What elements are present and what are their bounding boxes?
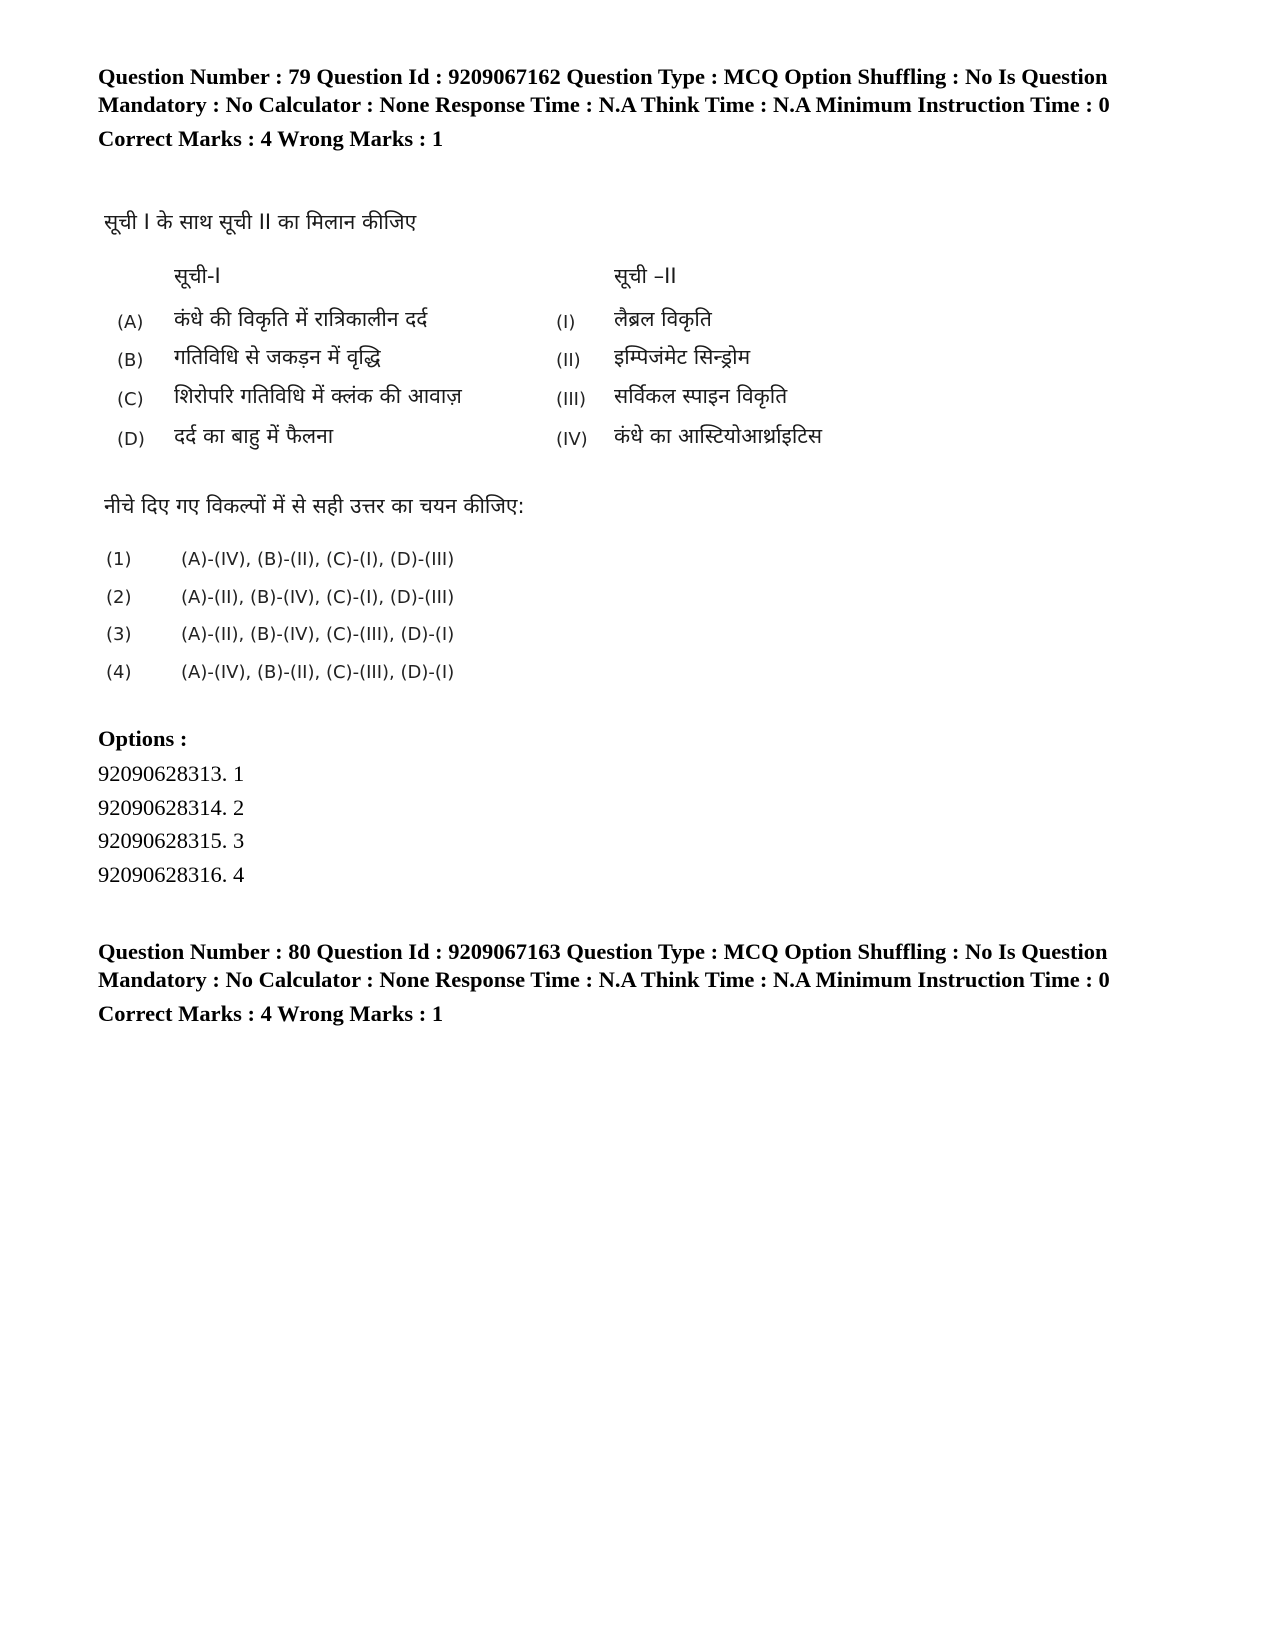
choice-4-text: (A)-(IV), (B)-(II), (C)-(III), (D)-(I) xyxy=(181,662,455,683)
choice-2-text: (A)-(II), (B)-(IV), (C)-(I), (D)-(III) xyxy=(181,587,455,608)
options-heading: Options : xyxy=(98,726,188,751)
row-iv-label: (IV) xyxy=(556,429,588,450)
row-iii-text: सर्विकल स्पाइन विकृति xyxy=(614,384,788,408)
row-a-label: (A) xyxy=(117,312,144,333)
question-80-header xyxy=(98,938,1178,1028)
choice-1-number: (1) xyxy=(106,549,132,570)
row-ii-label: (II) xyxy=(556,350,581,371)
row-a-text: कंधे की विकृति में रात्रिकालीन दर्द xyxy=(174,307,428,331)
choice-4-number: (4) xyxy=(106,662,132,683)
choose-instruction: नीचे दिए गए विकल्पों में से सही उत्तर का चयन कीजिए: xyxy=(104,494,525,518)
row-ii-text: इम्पिजंमेट सिन्ड्रोम xyxy=(614,345,751,369)
row-c-text: शिरोपरि गतिविधि में क्लंक की आवाज़ xyxy=(174,384,462,408)
list-1-heading: सूची-I xyxy=(174,264,221,288)
choice-2-number: (2) xyxy=(106,587,132,608)
question-79-header xyxy=(98,63,1178,153)
match-instruction: सूची I के साथ सूची II का मिलान कीजिए xyxy=(104,210,417,234)
question-79-meta: Question Number : 79 Question Id : 9209067162 Question Type : MCQ Option Shuffling : No Is Question Mandatory : No Calculator : None Response Time : N.A Think Time : N.A Minimum Instruction Time : 0 xyxy=(98,64,1110,117)
question-79-options xyxy=(98,725,244,891)
row-i-text: लैब्रल विकृति xyxy=(614,307,712,331)
question-80-meta: Question Number : 80 Question Id : 9209067163 Question Type : MCQ Option Shuffling : No Is Question Mandatory : No Calculator : None Response Time : N.A Think Time : N.A Minimum Instruction Time : 0 xyxy=(98,939,1110,992)
choice-3-number: (3) xyxy=(106,624,132,645)
question-80-marks: Correct Marks : 4 Wrong Marks : 1 xyxy=(98,1001,444,1026)
list-2-heading: सूची –II xyxy=(614,264,677,288)
option-2: 92090628314. 2 xyxy=(98,794,245,820)
row-b-text: गतिविधि से जकड़न में वृद्धि xyxy=(174,345,381,369)
row-iii-label: (III) xyxy=(556,389,586,410)
row-i-label: (I) xyxy=(556,312,576,333)
row-b-label: (B) xyxy=(117,350,144,371)
question-79-marks: Correct Marks : 4 Wrong Marks : 1 xyxy=(98,126,444,151)
row-c-label: (C) xyxy=(117,389,144,410)
row-d-label: (D) xyxy=(117,429,145,450)
choice-3-text: (A)-(II), (B)-(IV), (C)-(III), (D)-(I) xyxy=(181,624,455,645)
option-4: 92090628316. 4 xyxy=(98,861,245,887)
option-3: 92090628315. 3 xyxy=(98,828,245,853)
option-1: 92090628313. 1 xyxy=(98,761,245,786)
choice-1-text: (A)-(IV), (B)-(II), (C)-(I), (D)-(III) xyxy=(181,549,455,570)
row-d-text: दर्द का बाहु में फैलना xyxy=(174,424,334,448)
row-iv-text: कंधे का आस्टियोआर्थ्राइटिस xyxy=(614,424,823,448)
